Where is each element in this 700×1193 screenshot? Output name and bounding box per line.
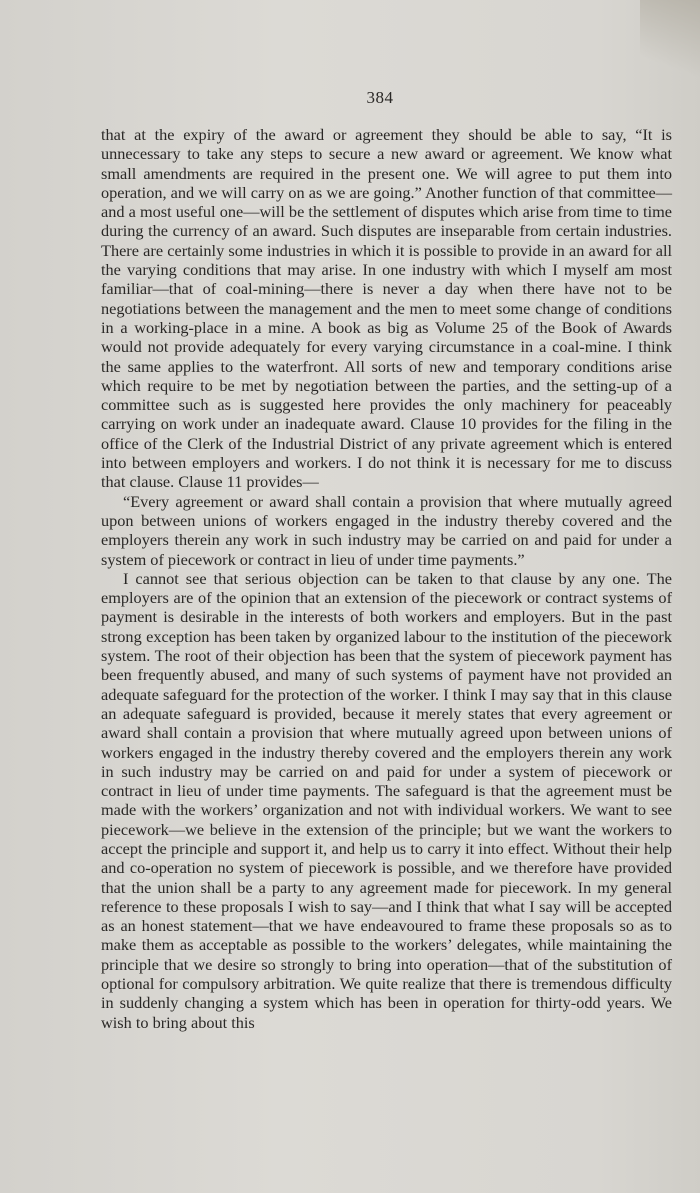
paragraph-1: that at the expiry of the award or agreement they should be able to say, “It is unnecessary to take any steps to secure a new award or agreement. We know what small amendments are required in the present one. We will agree to put them into operation, and we will carry on as we are going.” Another function of that committee—and a most useful one—will be the settlement of disputes which arise from time to time during the currency of an award. Such disputes are inseparable from certain industries. There are certainly some industries in which it is possible to provide in an award for all the varying conditions that may arise. In one industry with which I myself am most familiar—that of coal-mining—there is never a day when there have not to be negotiations between the management and the men to meet some change of conditions in a working-place in a mine. A book as big as Volume 25 of the Book of Awards would not provide adequately for every varying circumstance in a coal-mine. I think the same applies to the waterfront. All sorts of new and temporary conditions arise which require to be met by negotiation between the parties, and the setting-up of a committee such as is suggested here provides the only machinery for peaceably carrying on work under an inadequate award. Clause 10 provides for the filing in the office of the Clerk of the Industrial District of any private agreement which is entered into between employers and workers. I do not think it is necessary for me to discuss that clause. Clause 11 provides— [101, 125, 672, 492]
paragraph-3: I cannot see that serious objection can be taken to that clause by any one. The employers are of the opinion that an extension of the piecework or contract systems of payment is desirable in the interests of both workers and employers. But in the past strong exception has been taken by organized labour to the institution of the piecework system. The root of their objection has been that the system of piecework payment has been frequently abused, and many of such systems of payment have not provided an adequate safeguard for the protection of the worker. I think I may say that in this clause an adequate safeguard is provided, because it merely states that every agreement or award shall contain a provision that where mutually agreed upon between unions of workers engaged in the industry thereby covered and the employers therein any work in such industry may be carried on and paid for under a system of piecework or contract in lieu of under time payments. The safeguard is that the agreement must be made with the workers’ organization and not with individual workers. We want to see piecework—we believe in the extension of the principle; but we want the workers to accept the principle and support it, and help us to carry it into effect. Without their help and co-operation no system of piecework is possible, and we therefore have provided that the union shall be a party to any agreement made for piecework. In my general reference to these proposals I wish to say—and I think that what I say will be accepted as an honest statement—that we have endeavoured to frame these proposals so as to make them as acceptable as possible to the workers’ delegates, while maintaining the principle that we desire so strongly to bring into operation—that of the substitution of optional for compulsory arbitration. We quite realize that there is tremendous difficulty in suddenly changing a system which has been in operation for thirty-odd years. We wish to bring about this [101, 568, 672, 1032]
paragraph-2-quoted-clause: “Every agreement or award shall contain a provision that where mutually agreed upon between unions of workers engaged in the industry thereby covered and the employers therein any work in such industry may be carried on and paid for under a system of piecework or contract in lieu of under time payments.” [101, 491, 672, 569]
page-corner-shadow [640, 0, 700, 90]
page-number: 384 [366, 88, 394, 107]
body-text [101, 125, 672, 1032]
